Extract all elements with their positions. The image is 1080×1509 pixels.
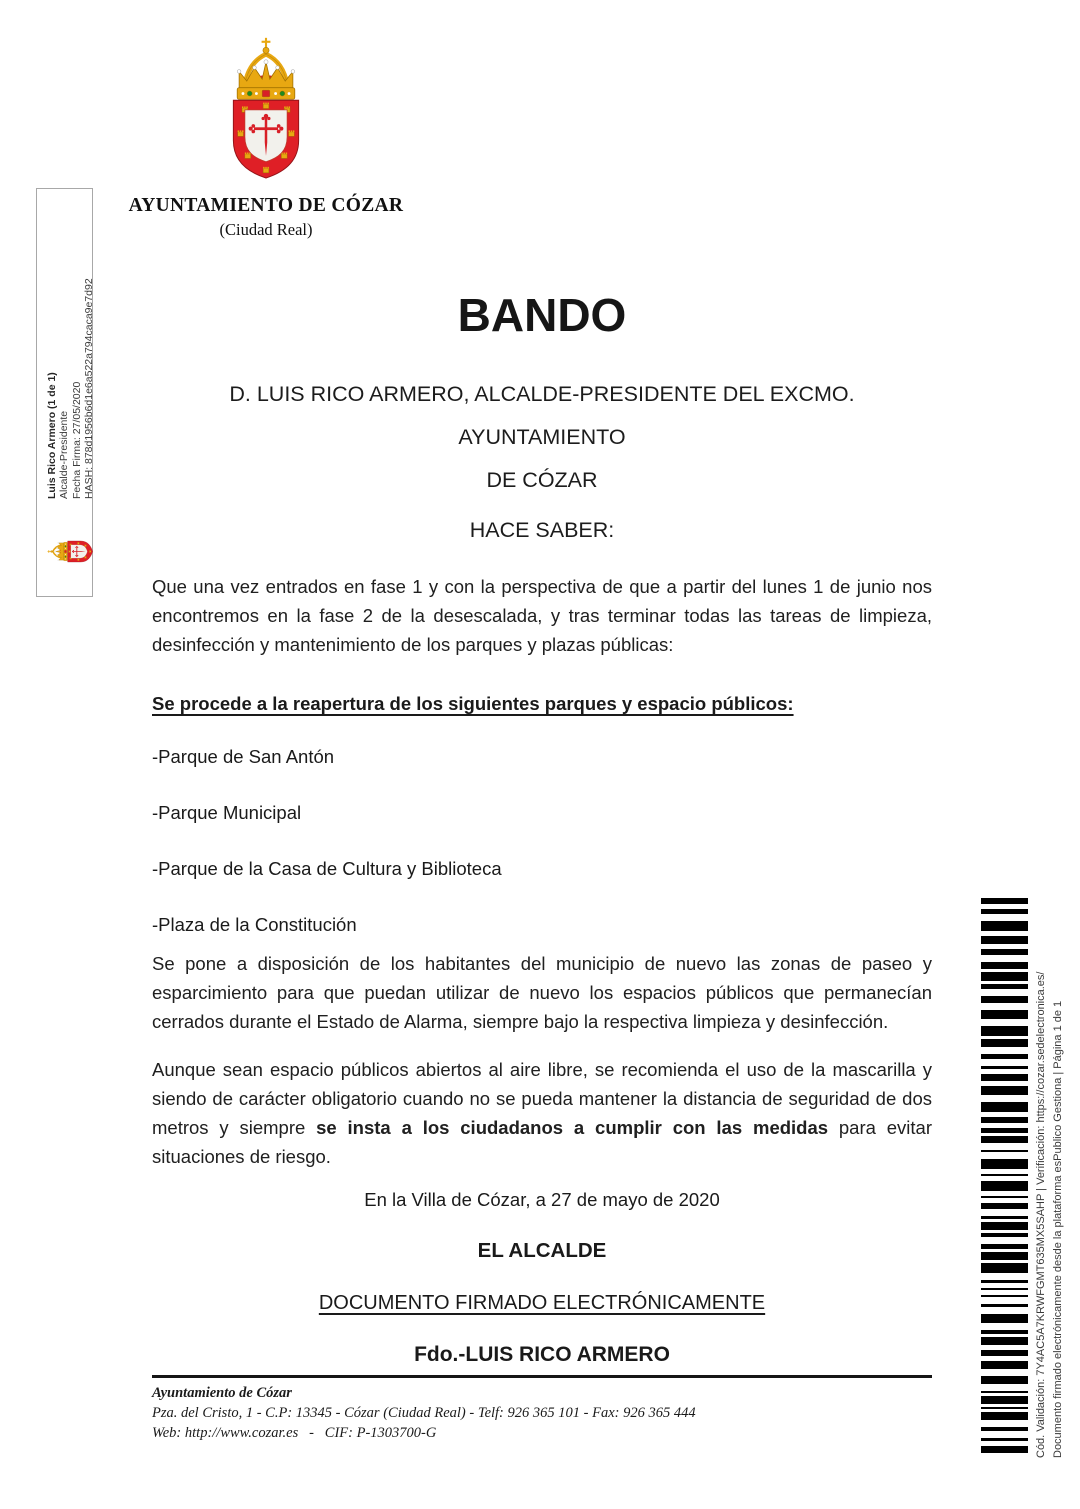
document-subtitle <box>152 373 932 502</box>
municipality-name: AYUNTAMIENTO DE CÓZAR <box>128 195 404 216</box>
validation-barcode-icon <box>981 898 1028 1458</box>
subtitle-line-1: D. LUIS RICO ARMERO, ALCALDE-PRESIDENTE DEL EXCMO. AYUNTAMIENTO <box>229 382 855 449</box>
stamp-crest-icon <box>54 528 85 575</box>
paragraph-intro: Que una vez entrados en fase 1 y con la perspectiva de que a partir del lunes 1 de junio nos encontremos en la fase 2 de la desescalada, y tras terminar todas las tareas de limpieza, desinfección y mantenimiento de los parques y plazas públicas: <box>152 576 932 655</box>
signature-name: Fdo.-LUIS RICO ARMERO <box>414 1343 670 1366</box>
footer-web-cif: Web: http://www.cozar.es - CIF: P-1303700-G <box>152 1425 437 1441</box>
list-item: -Parque de San Antón <box>152 746 335 767</box>
municipality-province: (Ciudad Real) <box>219 220 313 239</box>
stamp-date: Fecha Firma: 27/05/2020 <box>70 381 83 499</box>
paragraph-recommendation-bold: se insta a los ciudadanos a cumplir con las medidas <box>316 1117 829 1138</box>
validation-text <box>1033 898 1067 1458</box>
document-body <box>152 0 932 1370</box>
salutation: HACE SABER: <box>469 518 615 542</box>
highlight-heading: Se procede a la reapertura de los siguientes parques y espacio públicos: <box>152 693 794 714</box>
paragraph-recommendation-end: para evitar situaciones de riesgo. <box>152 1117 932 1167</box>
paragraph-recommendation-text: Aunque sean espacio públicos abiertos al aire libre, se recomienda el uso de la mascarilla y siendo de carácter obligatorio cuando no se pueda mantener la distancia de seguridad de dos metros y siempre <box>152 1059 932 1138</box>
stamp-hash: HASH: 878d1956b6d1e6a522a794caca9e7d92 <box>82 278 95 499</box>
document-title: BANDO <box>457 289 627 341</box>
footer-address: Pza. del Cristo, 1 - C.P: 13345 - Cózar (Ciudad Real) - Telf: 926 365 101 - Fax: 926 365 444 <box>152 1405 696 1421</box>
stamp-signer: Luis Rico Armero (1 de 1) <box>46 372 58 499</box>
signature-stamp-text <box>46 263 95 499</box>
subtitle-line-2: DE CÓZAR <box>486 468 598 492</box>
list-item: -Parque Municipal <box>152 802 302 823</box>
validation-line-1: Cód. Validación: 7Y4AC5A7KRWFGMT635MX5SAHP | Verificación: https://cozar.sedelectronica.es/ <box>1035 971 1047 1458</box>
list-item: -Plaza de la Constitución <box>152 914 357 935</box>
signing-method: DOCUMENTO FIRMADO ELECTRÓNICAMENTE <box>318 1292 766 1314</box>
list-item: -Parque de la Casa de Cultura y Biblioteca <box>152 858 502 879</box>
footer-name: Ayuntamiento de Cózar <box>152 1385 292 1401</box>
validation-line-2: Documento firmado electrónicamente desde la plataforma esPublico Gestiona | Página 1 de 1 <box>1052 1000 1064 1458</box>
document-footer <box>152 1375 932 1443</box>
dateline: En la Villa de Cózar, a 27 de mayo de 2020 <box>364 1189 720 1210</box>
signer-title: EL ALCALDE <box>477 1239 607 1262</box>
paragraph-recommendation <box>152 1055 932 1171</box>
paragraph-reopening: Se pone a disposición de los habitantes del municipio de nuevo las zonas de paseo y esparcimiento para que puedan utilizar de nuevo los espacios públicos que permanecían cerrados durante el Estado de Alarma, siempre bajo la respectiva limpieza y desinfección. <box>152 953 932 1032</box>
stamp-role: Alcalde-Presidente <box>58 410 71 499</box>
